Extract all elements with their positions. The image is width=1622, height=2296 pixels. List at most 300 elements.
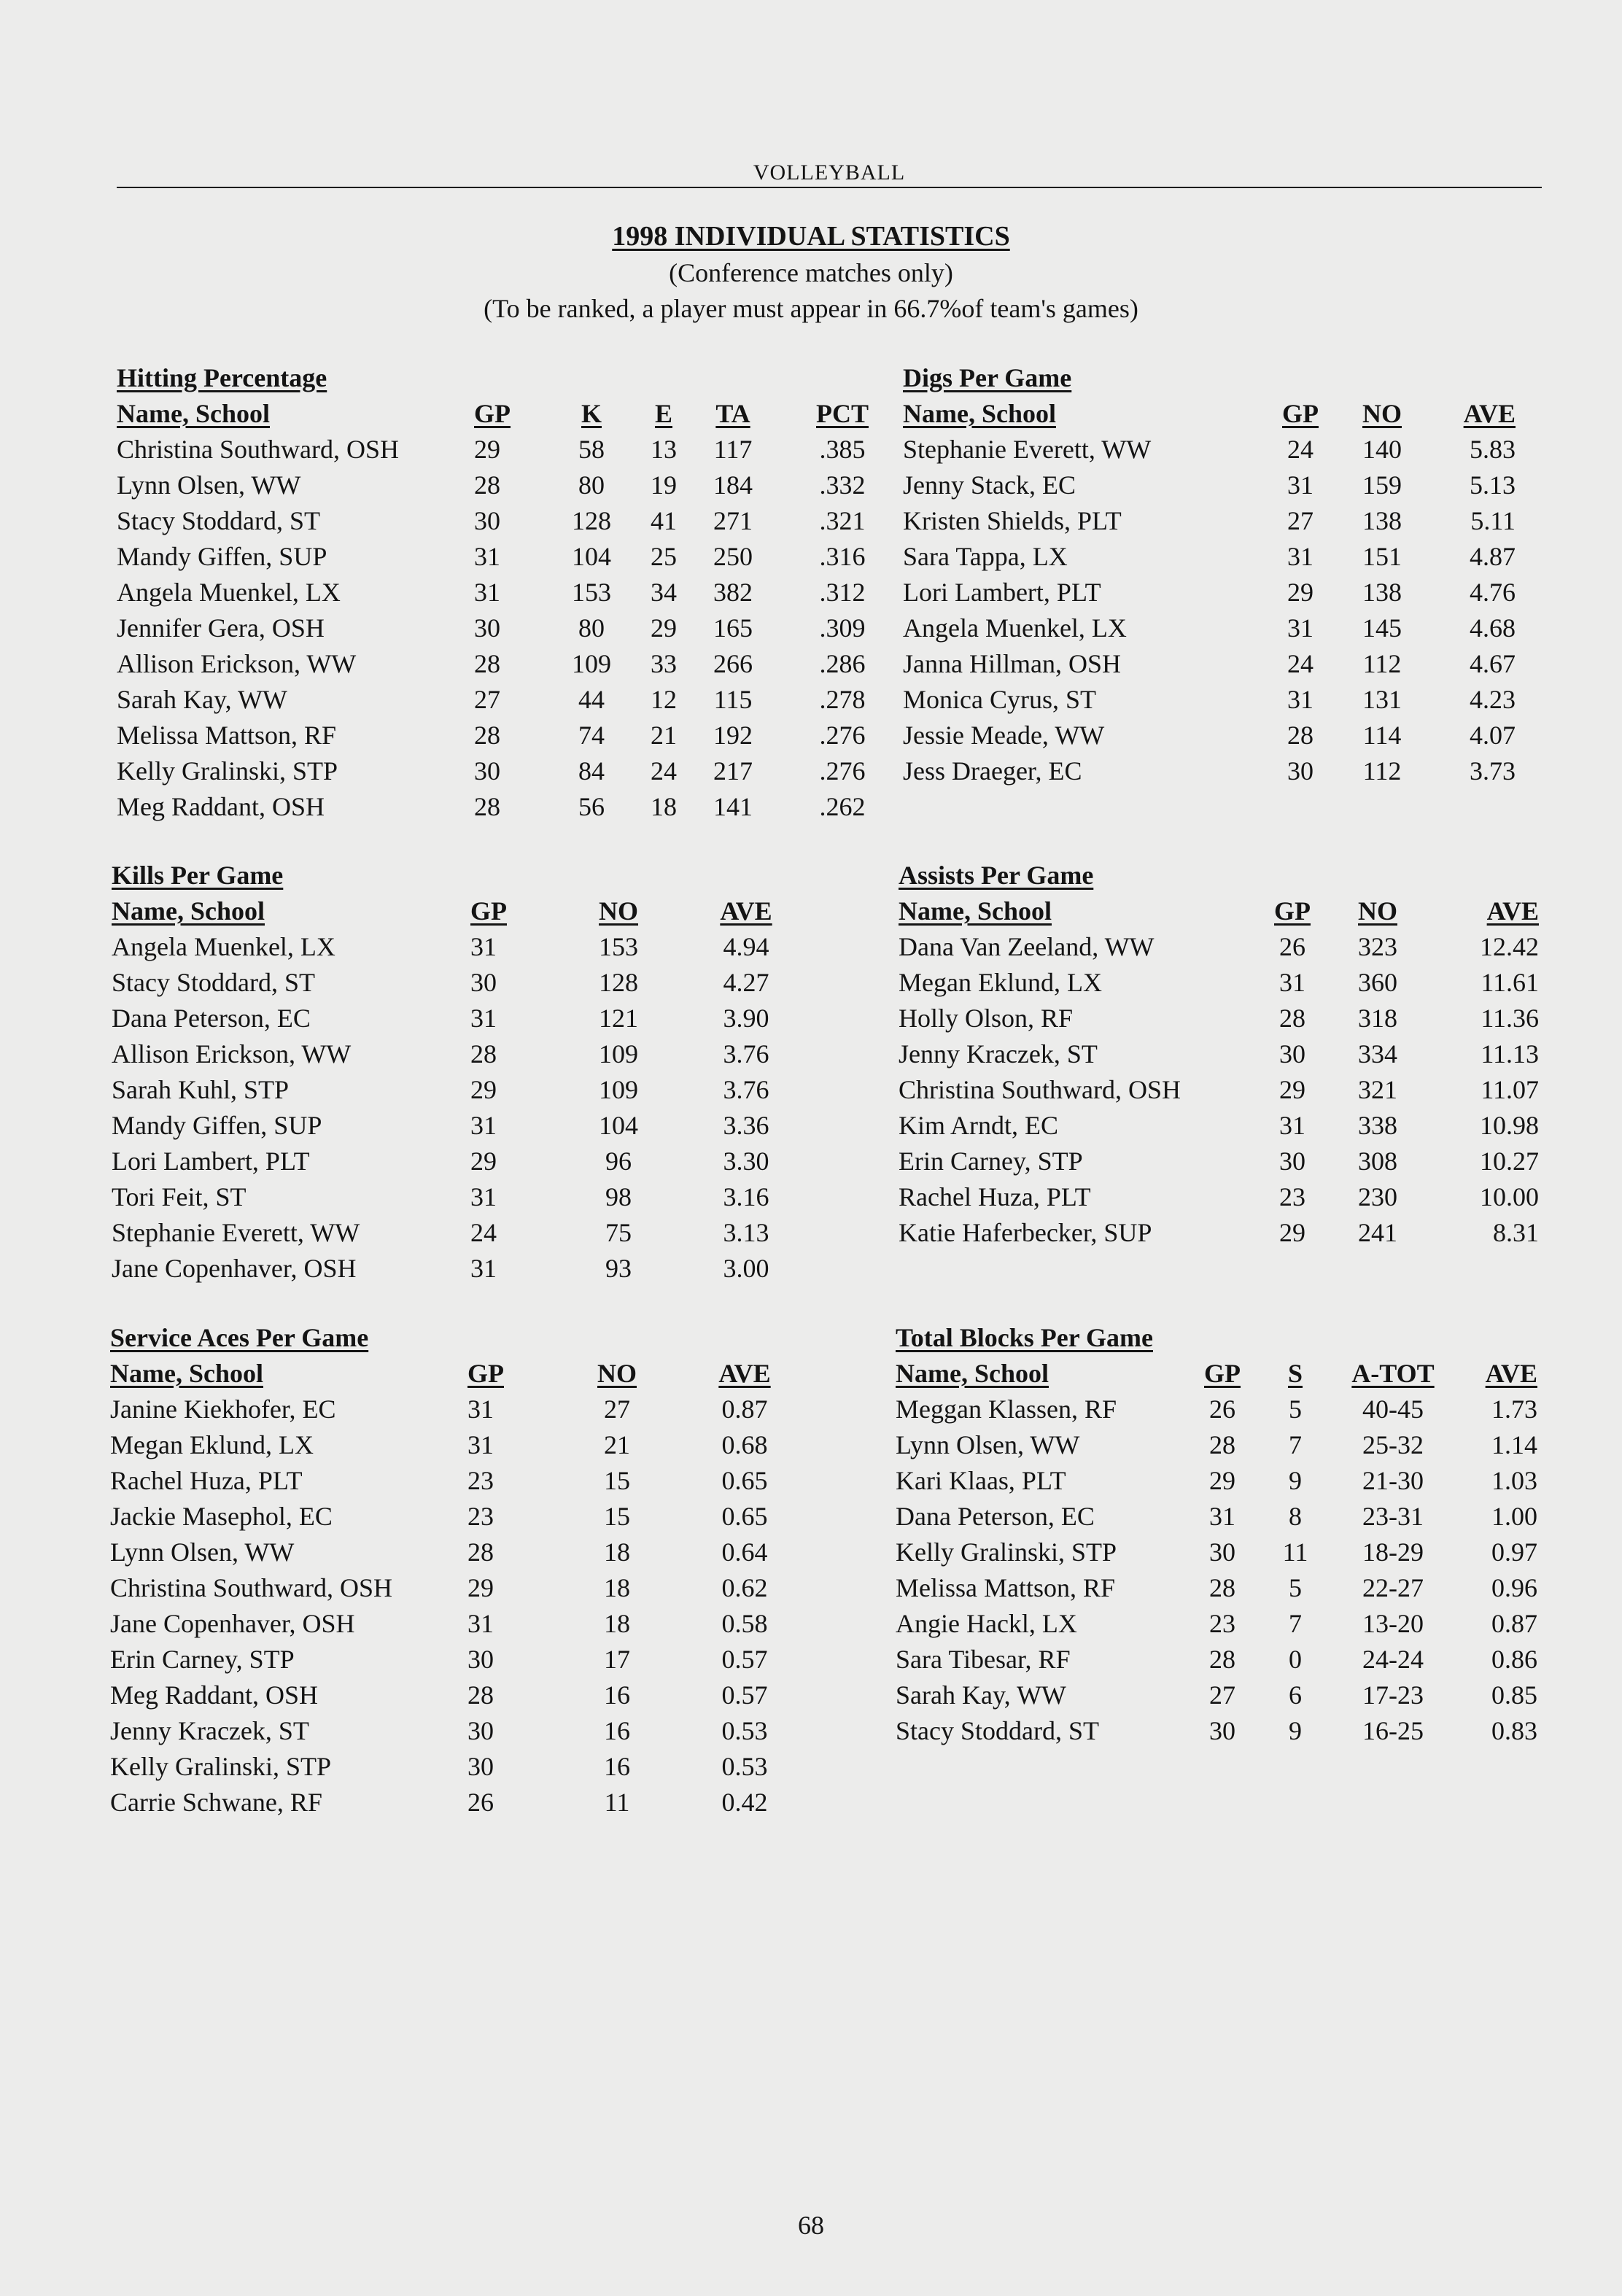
cell-ave: 1.73 [1491,1395,1537,1424]
column-header-ave: AVE [1485,1359,1537,1388]
cell-a-tot: 18-29 [1362,1537,1424,1567]
cell-no: 15 [604,1502,630,1531]
cell-gp: 28 [467,1537,494,1567]
cell-a-tot: 23-31 [1362,1502,1424,1531]
column-header-name-school: Name, School [110,1359,263,1388]
column-header-ave: AVE [718,1359,771,1388]
table-row [110,1499,796,1535]
cell-ave: 3.76 [723,1039,769,1069]
column-header-gp: GP [474,399,511,428]
cell-s: 0 [1289,1645,1302,1674]
cell-ave: 0.53 [721,1716,768,1745]
cell-e: 13 [651,435,677,464]
cell-name-school: Tori Feit, ST [112,1182,247,1211]
cell-name-school: Jackie Masephol, EC [110,1502,333,1531]
cell-e: 41 [651,506,677,535]
table-row [899,1215,1537,1251]
table-row [112,1144,797,1179]
cell-pct: .312 [819,578,866,607]
cell-ave: 0.53 [721,1752,768,1781]
cell-no: 109 [599,1075,638,1104]
cell-no: 145 [1362,613,1402,643]
cell-ave: 5.83 [1470,435,1516,464]
table-row [899,1036,1537,1072]
cell-ave: 4.76 [1470,578,1516,607]
page-title-text: 1998 INDIVIDUAL STATISTICS [612,221,1010,252]
cell-no: 18 [604,1609,630,1638]
cell-gp: 31 [1279,968,1305,997]
cell-gp: 29 [467,1573,494,1602]
section-title: Service Aces Per Game [110,1323,369,1352]
cell-k: 58 [578,435,605,464]
cell-name-school: Christina Southward, OSH [899,1075,1181,1104]
cell-gp: 23 [1209,1609,1235,1638]
cell-k: 84 [578,756,605,786]
cell-gp: 28 [1209,1430,1235,1459]
cell-name-school: Jennifer Gera, OSH [117,613,325,643]
cell-ave: 4.27 [723,968,769,997]
cell-ave: 0.64 [721,1537,768,1567]
table-header-row [903,396,1537,432]
cell-pct: .309 [819,613,866,643]
cell-name-school: Meg Raddant, OSH [117,792,325,821]
cell-s: 9 [1289,1466,1302,1495]
cell-ta: 382 [713,578,753,607]
table-row [112,1036,797,1072]
cell-gp: 29 [474,435,500,464]
cell-name-school: Kelly Gralinski, STP [896,1537,1117,1567]
cell-gp: 30 [1209,1537,1235,1567]
table-row [117,503,875,539]
cell-name-school: Katie Haferbecker, SUP [899,1218,1152,1247]
table-row [112,1072,797,1108]
cell-s: 5 [1289,1395,1302,1424]
cell-ave: 4.23 [1470,685,1516,714]
assists-per-game-table [899,858,1537,1266]
column-header-ave: AVE [1486,896,1539,926]
table-row [110,1749,796,1785]
cell-name-school: Jane Copenhaver, OSH [110,1609,355,1638]
cell-name-school: Stacy Stoddard, ST [117,506,320,535]
column-header-s: S [1287,1359,1303,1388]
cell-name-school: Kari Klaas, PLT [896,1466,1066,1495]
cell-ave: 0.96 [1491,1573,1537,1602]
column-header-no: NO [1362,399,1402,428]
cell-no: 18 [604,1573,630,1602]
cell-e: 25 [651,542,677,571]
cell-ave: 0.57 [721,1645,768,1674]
table-row [112,1001,797,1036]
table-row [110,1713,796,1749]
subtitle-ranking-rule: (To be ranked, a player must appear in 66.7%of team's games) [484,294,1138,323]
cell-gp: 30 [467,1645,494,1674]
cell-name-school: Dana Peterson, EC [896,1502,1095,1531]
cell-name-school: Erin Carney, STP [110,1645,295,1674]
cell-ta: 117 [713,435,753,464]
cell-name-school: Janna Hillman, OSH [903,649,1121,678]
table-row [110,1606,796,1642]
table-row [896,1392,1537,1427]
cell-no: 151 [1362,542,1402,571]
cell-gp: 31 [467,1430,494,1459]
cell-name-school: Sarah Kay, WW [896,1680,1066,1710]
cell-name-school: Megan Eklund, LX [110,1430,314,1459]
cell-gp: 24 [1287,649,1313,678]
cell-ave: 0.58 [721,1609,768,1638]
column-header-gp: GP [467,1359,504,1388]
cell-name-school: Holly Olson, RF [899,1004,1074,1033]
cell-s: 7 [1289,1609,1302,1638]
cell-gp: 31 [470,1254,497,1283]
column-header-gp: GP [1204,1359,1241,1388]
cell-a-tot: 25-32 [1362,1430,1424,1459]
cell-ave: 3.13 [723,1218,769,1247]
cell-name-school: Lori Lambert, PLT [903,578,1101,607]
cell-name-school: Dana Van Zeeland, WW [899,932,1155,961]
table-row [110,1427,796,1463]
cell-pct: .286 [819,649,866,678]
cell-ave: 0.97 [1491,1537,1537,1567]
cell-k: 56 [578,792,605,821]
cell-no: 15 [604,1466,630,1495]
table-row [117,468,875,503]
column-header-gp: GP [1282,399,1319,428]
cell-no: 17 [604,1645,630,1674]
cell-no: 114 [1362,721,1402,750]
table-row [117,718,875,753]
cell-no: 230 [1358,1182,1397,1211]
cell-gp: 28 [474,470,500,500]
cell-no: 338 [1358,1111,1397,1140]
cell-name-school: Christina Southward, OSH [110,1573,392,1602]
cell-a-tot: 40-45 [1362,1395,1424,1424]
cell-a-tot: 16-25 [1362,1716,1424,1745]
cell-gp: 31 [467,1395,494,1424]
cell-gp: 30 [1279,1147,1305,1176]
cell-ave: 10.98 [1480,1111,1539,1140]
cell-gp: 30 [474,506,500,535]
cell-name-school: Lynn Olsen, WW [117,470,301,500]
column-header-name-school: Name, School [899,896,1052,926]
cell-name-school: Megan Eklund, LX [899,968,1102,997]
section-title: Digs Per Game [903,363,1072,392]
cell-name-school: Jess Draeger, EC [903,756,1082,786]
column-header-pct: PCT [816,399,869,428]
cell-ave: 0.83 [1491,1716,1537,1745]
cell-s: 8 [1289,1502,1302,1531]
cell-gp: 29 [1279,1075,1305,1104]
cell-gp: 28 [1287,721,1313,750]
cell-name-school: Meggan Klassen, RF [896,1395,1117,1424]
total-blocks-per-game-table [896,1320,1537,1745]
cell-gp: 29 [1279,1218,1305,1247]
cell-no: 140 [1362,435,1402,464]
cell-k: 104 [572,542,611,571]
table-row [112,1215,797,1251]
cell-ave: 1.14 [1491,1430,1537,1459]
cell-name-school: Angie Hackl, LX [896,1609,1077,1638]
table-row [110,1392,796,1427]
cell-ta: 192 [713,721,753,750]
cell-name-school: Melissa Mattson, RF [117,721,337,750]
page-number: 68 [798,2211,824,2240]
cell-ave: 4.67 [1470,649,1516,678]
cell-k: 80 [578,613,605,643]
table-row [903,575,1537,610]
cell-name-school: Sara Tappa, LX [903,542,1068,571]
column-header-no: NO [597,1359,637,1388]
subtitle-conference: (Conference matches only) [669,258,953,287]
cell-name-school: Allison Erickson, WW [117,649,357,678]
cell-no: 334 [1358,1039,1397,1069]
table-row [110,1463,796,1499]
cell-no: 16 [604,1680,630,1710]
cell-ave: 0.65 [721,1502,768,1531]
cell-name-school: Allison Erickson, WW [112,1039,352,1069]
kills-per-game-table [112,858,797,1295]
table-row [899,1072,1537,1108]
table-row [896,1427,1537,1463]
table-row [110,1678,796,1713]
cell-gp: 27 [1287,506,1313,535]
cell-gp: 31 [470,1111,497,1140]
table-row [903,610,1537,646]
table-row [899,1108,1537,1144]
cell-ave: 0.57 [721,1680,768,1710]
cell-e: 33 [651,649,677,678]
cell-gp: 28 [474,792,500,821]
hitting-percentage-table [117,360,875,827]
cell-name-school: Mandy Giffen, SUP [112,1111,322,1140]
cell-ave: 0.85 [1491,1680,1537,1710]
column-header-name-school: Name, School [896,1359,1049,1388]
cell-name-school: Mandy Giffen, SUP [117,542,327,571]
cell-e: 29 [651,613,677,643]
cell-pct: .385 [819,435,866,464]
table-row [117,646,875,682]
page-title [0,219,1622,254]
cell-name-school: Monica Cyrus, ST [903,685,1096,714]
cell-ave: 0.87 [721,1395,768,1424]
cell-gp: 30 [474,756,500,786]
table-row [112,965,797,1001]
cell-ave: 4.68 [1470,613,1516,643]
column-header-k: K [581,399,602,428]
table-row [896,1499,1537,1535]
cell-no: 138 [1362,506,1402,535]
cell-ave: 1.03 [1491,1466,1537,1495]
service-aces-per-game-table [110,1320,796,1817]
cell-gp: 31 [474,578,500,607]
cell-pct: .321 [819,506,866,535]
cell-ave: 4.94 [723,932,769,961]
cell-name-school: Angela Muenkel, LX [112,932,335,961]
cell-pct: .278 [819,685,866,714]
cell-ave: 1.00 [1491,1502,1537,1531]
cell-gp: 31 [1287,613,1313,643]
cell-name-school: Dana Peterson, EC [112,1004,311,1033]
cell-e: 24 [651,756,677,786]
cell-gp: 26 [1279,932,1305,961]
cell-no: 112 [1362,756,1402,786]
column-header-no: NO [1358,896,1397,926]
table-row [903,503,1537,539]
cell-gp: 29 [1209,1466,1235,1495]
cell-gp: 31 [1287,470,1313,500]
cell-ave: 0.65 [721,1466,768,1495]
cell-name-school: Stacy Stoddard, ST [112,968,315,997]
table-row [903,539,1537,575]
table-row [110,1785,796,1820]
cell-gp: 23 [467,1466,494,1495]
cell-gp: 31 [1287,685,1313,714]
cell-ave: 3.73 [1470,756,1516,786]
cell-no: 131 [1362,685,1402,714]
table-row [117,682,875,718]
cell-k: 128 [572,506,611,535]
cell-ave: 3.16 [723,1182,769,1211]
table-row [112,929,797,965]
cell-gp: 23 [1279,1182,1305,1211]
cell-gp: 30 [1279,1039,1305,1069]
cell-gp: 31 [1209,1502,1235,1531]
cell-ave: 5.11 [1470,506,1516,535]
cell-pct: .316 [819,542,866,571]
cell-name-school: Rachel Huza, PLT [110,1466,303,1495]
cell-name-school: Lynn Olsen, WW [896,1430,1080,1459]
cell-name-school: Stacy Stoddard, ST [896,1716,1099,1745]
cell-ave: 3.30 [723,1147,769,1176]
cell-gp: 27 [1209,1680,1235,1710]
table-row [110,1642,796,1678]
table-row [117,575,875,610]
column-header-name-school: Name, School [112,896,265,926]
cell-ta: 271 [713,506,753,535]
cell-no: 321 [1358,1075,1397,1104]
cell-gp: 31 [474,542,500,571]
cell-gp: 30 [474,613,500,643]
cell-ave: 3.76 [723,1075,769,1104]
cell-ave: 4.87 [1470,542,1516,571]
cell-gp: 31 [470,932,497,961]
table-row [903,646,1537,682]
cell-no: 159 [1362,470,1402,500]
cell-gp: 28 [470,1039,497,1069]
table-row [903,718,1537,753]
cell-ave: 10.27 [1480,1147,1539,1176]
page-header: VOLLEYBALL [753,160,906,185]
cell-gp: 23 [467,1502,494,1531]
column-header-gp: GP [1274,896,1311,926]
cell-ave: 0.68 [721,1430,768,1459]
cell-gp: 28 [1279,1004,1305,1033]
cell-ta: 184 [713,470,753,500]
table-row [903,682,1537,718]
cell-name-school: Jessie Meade, WW [903,721,1105,750]
cell-ave: 3.90 [723,1004,769,1033]
section-title: Hitting Percentage [117,363,327,392]
cell-gp: 29 [470,1075,497,1104]
cell-no: 138 [1362,578,1402,607]
cell-no: 104 [599,1111,638,1140]
table-row [903,468,1537,503]
cell-ave: 4.07 [1470,721,1516,750]
column-header-no: NO [599,896,638,926]
cell-no: 93 [605,1254,632,1283]
table-row [899,1179,1537,1215]
cell-name-school: Sara Tibesar, RF [896,1645,1071,1674]
cell-gp: 28 [467,1680,494,1710]
cell-a-tot: 24-24 [1362,1645,1424,1674]
cell-ave: 3.00 [723,1254,769,1283]
cell-no: 16 [604,1752,630,1781]
table-row [896,1570,1537,1606]
cell-e: 12 [651,685,677,714]
cell-e: 34 [651,578,677,607]
table-row [899,1144,1537,1179]
cell-name-school: Jenny Stack, EC [903,470,1076,500]
cell-s: 6 [1289,1680,1302,1710]
column-header-name-school: Name, School [117,399,270,428]
cell-ave: 3.36 [723,1111,769,1140]
column-header-e: E [654,399,672,428]
cell-name-school: Jane Copenhaver, OSH [112,1254,357,1283]
cell-gp: 24 [1287,435,1313,464]
table-row [110,1535,796,1570]
cell-k: 153 [572,578,611,607]
table-row [117,432,875,468]
cell-k: 109 [572,649,611,678]
table-row [903,753,1537,789]
cell-s: 9 [1289,1716,1302,1745]
table-row [117,539,875,575]
cell-ta: 266 [713,649,753,678]
cell-no: 318 [1358,1004,1397,1033]
cell-gp: 30 [470,968,497,997]
cell-ta: 250 [713,542,753,571]
table-header-row [117,396,875,432]
section-title: Assists Per Game [899,861,1094,890]
column-header-a-tot: A-TOT [1351,1359,1435,1388]
cell-no: 96 [605,1147,632,1176]
cell-name-school: Stephanie Everett, WW [903,435,1152,464]
cell-a-tot: 22-27 [1362,1573,1424,1602]
cell-pct: .276 [819,721,866,750]
cell-gp: 31 [470,1182,497,1211]
cell-gp: 30 [467,1752,494,1781]
cell-ave: 5.13 [1470,470,1516,500]
table-row [117,789,875,825]
cell-no: 16 [604,1716,630,1745]
table-row [117,610,875,646]
cell-gp: 31 [1287,542,1313,571]
cell-gp: 31 [467,1609,494,1638]
cell-no: 75 [605,1218,632,1247]
cell-ave: 0.87 [1491,1609,1537,1638]
cell-name-school: Angela Muenkel, LX [117,578,341,607]
cell-gp: 31 [1279,1111,1305,1140]
cell-no: 18 [604,1537,630,1567]
column-header-ta: TA [715,399,750,428]
cell-a-tot: 17-23 [1362,1680,1424,1710]
cell-name-school: Meg Raddant, OSH [110,1680,318,1710]
cell-no: 109 [599,1039,638,1069]
header-rule [117,187,1542,188]
cell-name-school: Rachel Huza, PLT [899,1182,1091,1211]
cell-ave: 0.86 [1491,1645,1537,1674]
cell-ave: 11.61 [1481,968,1539,997]
cell-no: 121 [599,1004,638,1033]
